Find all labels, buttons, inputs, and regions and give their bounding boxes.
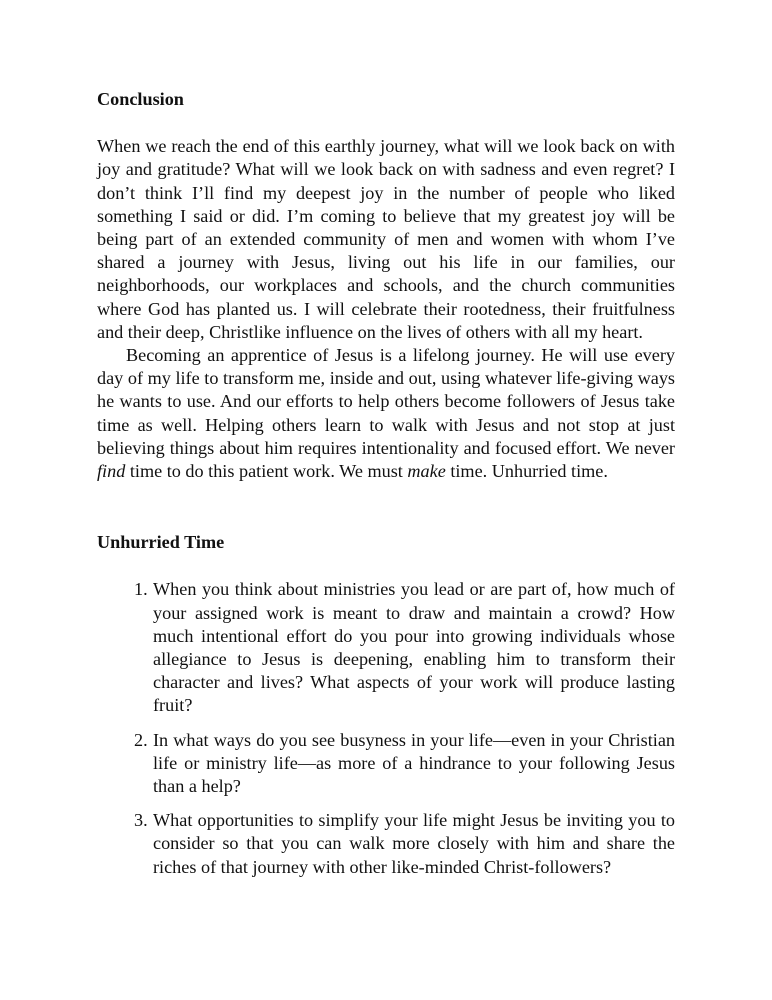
paragraph-2-text-part-2: time to do this patient work. We must <box>125 461 408 482</box>
conclusion-paragraph-1: When we reach the end of this earthly journey, what will we look back on with joy and gratitude? What will we look back on with sadness and even regret? I don’t think I’ll find my deepest joy in the number of people who liked something I said or did. I’m coming to believe that my greatest joy will be being part of an extended community of men and women with whom I’ve shared a journey with Jesus, living out his life in our families, our neighborhoods, our workplaces and schools, and the church communities where God has planted us. I will celebrate their rootedness, their fruitfulness and their deep, Christlike influence on the lives of others with all my heart. <box>97 136 675 342</box>
conclusion-paragraph-2 <box>97 344 675 483</box>
question-number: 1. <box>134 579 148 600</box>
question-text: In what ways do you see busyness in your life—even in your Christian life or ministry life—as more of a hindrance to your following Jesus than a help? <box>153 729 675 797</box>
question-item <box>134 809 675 879</box>
question-text: What opportunities to simplify your life might Jesus be inviting you to consider so that you can walk more closely with him and share the riches of that journey with other like-minded Christ-followers? <box>153 810 675 877</box>
italic-word-find: find <box>97 461 126 482</box>
question-text: When you think about ministries you lead or are part of, how much of your assigned work is meant to draw and maintain a crowd? How much intentional effort do you pour into growing individuals whose allegiance to Jesus is deepening, enabling him to transform their character and lives? What aspects of your work will produce lasting fruit? <box>153 579 675 716</box>
reflection-questions-list <box>97 578 675 878</box>
conclusion-heading: Conclusion <box>97 89 184 109</box>
paragraph-2-text-part-3: time. Unhurried time. <box>445 461 608 482</box>
unhurried-time-heading: Unhurried Time <box>97 532 225 553</box>
paragraph-2-text-part-1: Becoming an apprentice of Jesus is a lifelong journey. He will use every day of my life to transform me, inside and out, using whatever life-giving ways he wants to use. And our efforts to help others become followers of Jesus take time as well. Helping others learn to walk with Jesus and not stop at just believing things about him requires intentionality and focused effort. We never <box>97 345 675 458</box>
question-number: 3. <box>134 810 148 831</box>
book-page <box>97 88 675 890</box>
question-number: 2. <box>134 729 148 750</box>
question-item <box>134 578 675 717</box>
question-item <box>134 729 675 799</box>
italic-word-make: make <box>407 461 446 482</box>
